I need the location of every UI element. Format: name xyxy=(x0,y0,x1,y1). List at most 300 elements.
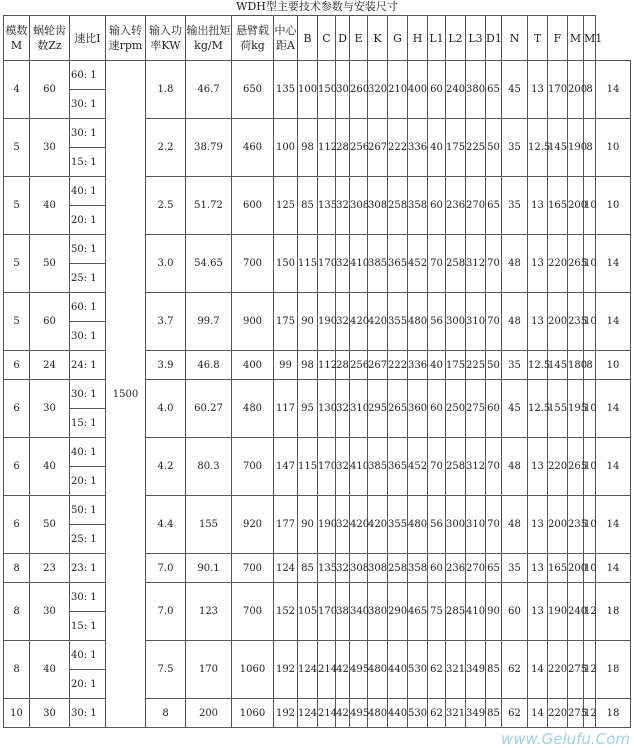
table-cell: 56 xyxy=(428,293,446,351)
table-cell: 24 xyxy=(30,351,70,380)
table-cell: 48 xyxy=(502,293,528,351)
table-cell: 15: 1 xyxy=(70,409,106,438)
table-cell: 452 xyxy=(408,235,428,293)
table-cell: 190 xyxy=(568,119,584,177)
table-cell: 400 xyxy=(232,351,274,380)
table-cell: 8 xyxy=(584,351,596,380)
table-cell: 152 xyxy=(274,583,298,641)
table-cell: 308 xyxy=(368,177,388,235)
table-cell: 349 xyxy=(466,641,486,699)
table-cell: 10 xyxy=(596,351,631,380)
table-cell: 5 xyxy=(4,119,30,177)
table-cell: 920 xyxy=(232,496,274,554)
table-cell: 200 xyxy=(548,293,568,351)
table-cell: 62 xyxy=(428,641,446,699)
table-cell: 5 xyxy=(4,235,30,293)
table-cell: 256 xyxy=(350,119,368,177)
table-cell: 38 xyxy=(336,583,350,641)
table-cell: 30 xyxy=(30,699,70,728)
column-header: B xyxy=(298,16,318,61)
table-cell: 6 xyxy=(4,380,30,438)
table-cell: 355 xyxy=(388,293,408,351)
table-cell: 125 xyxy=(274,177,298,235)
table-cell: 25: 1 xyxy=(70,525,106,554)
table-cell: 32 xyxy=(336,177,350,235)
table-cell: 175 xyxy=(446,119,466,177)
table-cell: 135 xyxy=(318,554,336,583)
column-header: E xyxy=(350,16,368,61)
table-cell: 14 xyxy=(596,554,631,583)
table-cell: 98 xyxy=(298,119,318,177)
table-cell: 300 xyxy=(446,496,466,554)
table-cell: 112 xyxy=(318,351,336,380)
table-cell: 180 xyxy=(568,351,584,380)
table-cell: 420 xyxy=(350,293,368,351)
table-cell: 480 xyxy=(408,496,428,554)
table-cell: 60 xyxy=(428,177,446,235)
table-cell: 30: 1 xyxy=(70,119,106,148)
table-cell: 70 xyxy=(428,235,446,293)
table-cell: 50 xyxy=(486,351,502,380)
table-cell: 410 xyxy=(466,583,486,641)
table-cell: 13 xyxy=(528,583,548,641)
table-cell: 400 xyxy=(408,61,428,119)
table-cell: 340 xyxy=(350,583,368,641)
table-cell: 358 xyxy=(408,177,428,235)
table-cell: 410 xyxy=(350,235,368,293)
table-cell: 70 xyxy=(486,293,502,351)
table-cell: 117 xyxy=(274,380,298,438)
column-header: D xyxy=(336,16,350,61)
table-cell: 40 xyxy=(30,641,70,699)
table-cell: 214 xyxy=(318,641,336,699)
table-cell: 275 xyxy=(466,380,486,438)
table-body xyxy=(4,61,631,728)
table-cell: 46.8 xyxy=(186,351,232,380)
table-cell: 440 xyxy=(388,699,408,728)
table-cell: 10 xyxy=(4,699,30,728)
table-cell: 170 xyxy=(548,61,568,119)
table-cell: 308 xyxy=(350,554,368,583)
column-header: D1 xyxy=(486,16,502,61)
column-header: L1 xyxy=(428,16,446,61)
table-cell: 200 xyxy=(568,177,584,235)
table-cell: 265 xyxy=(568,235,584,293)
table-cell: 30 xyxy=(30,583,70,641)
table-cell: 6 xyxy=(4,351,30,380)
table-cell: 35 xyxy=(502,119,528,177)
column-header: K xyxy=(368,16,388,61)
table-cell: 285 xyxy=(446,583,466,641)
table-cell: 75 xyxy=(428,583,446,641)
table-cell: 380 xyxy=(368,583,388,641)
table-cell: 50 xyxy=(30,235,70,293)
table-cell: 90 xyxy=(486,583,502,641)
table-cell: 24: 1 xyxy=(70,351,106,380)
table-cell: 56 xyxy=(428,496,446,554)
table-cell: 258 xyxy=(388,554,408,583)
table-cell: 32 xyxy=(336,235,350,293)
table-cell: 200 xyxy=(548,496,568,554)
table-cell: 40 xyxy=(428,119,446,177)
table-cell: 6 xyxy=(4,438,30,496)
table-cell: 70 xyxy=(486,235,502,293)
table-cell: 275 xyxy=(568,699,584,728)
table-cell: 40: 1 xyxy=(70,438,106,467)
table-cell: 4.4 xyxy=(146,496,186,554)
table-cell: 290 xyxy=(388,583,408,641)
table-cell: 13 xyxy=(528,293,548,351)
table-cell: 12.5 xyxy=(528,380,548,438)
table-cell: 250 xyxy=(446,380,466,438)
table-cell: 99.7 xyxy=(186,293,232,351)
table-cell: 13 xyxy=(528,235,548,293)
table-cell: 85 xyxy=(298,177,318,235)
table-cell: 14 xyxy=(596,380,631,438)
table-cell: 360 xyxy=(408,380,428,438)
table-cell: 336 xyxy=(408,351,428,380)
table-cell: 13 xyxy=(528,438,548,496)
table-cell: 124 xyxy=(274,554,298,583)
table-cell: 1060 xyxy=(232,699,274,728)
table-cell: 40: 1 xyxy=(70,177,106,206)
table-cell: 165 xyxy=(548,177,568,235)
table-cell: 13 xyxy=(528,496,548,554)
table-cell: 265 xyxy=(568,438,584,496)
table-cell: 15: 1 xyxy=(70,148,106,177)
table-cell: 4.2 xyxy=(146,438,186,496)
table-cell: 3.9 xyxy=(146,351,186,380)
table-cell: 321 xyxy=(446,699,466,728)
table-cell: 1.8 xyxy=(146,61,186,119)
table-cell: 10 xyxy=(584,293,596,351)
table-cell: 270 xyxy=(466,554,486,583)
table-cell: 165 xyxy=(548,554,568,583)
table-cell: 8 xyxy=(4,554,30,583)
table-cell: 1500 xyxy=(106,61,146,728)
table-cell: 3.7 xyxy=(146,293,186,351)
table-cell: 700 xyxy=(232,235,274,293)
table-cell: 65 xyxy=(486,177,502,235)
table-cell: 2.2 xyxy=(146,119,186,177)
column-header: 模数M xyxy=(4,16,30,61)
table-cell: 32 xyxy=(336,554,350,583)
table-cell: 42 xyxy=(336,641,350,699)
table-cell: 410 xyxy=(350,438,368,496)
column-header: 输出扭矩kg/M xyxy=(186,16,232,61)
table-row xyxy=(4,235,631,264)
table-cell: 10 xyxy=(584,554,596,583)
table-cell: 258 xyxy=(446,235,466,293)
table-cell: 155 xyxy=(548,380,568,438)
table-cell: 240 xyxy=(446,61,466,119)
table-cell: 30 xyxy=(30,119,70,177)
table-cell: 8 xyxy=(584,119,596,177)
table-cell: 124 xyxy=(298,699,318,728)
table-cell: 358 xyxy=(408,554,428,583)
table-cell: 177 xyxy=(274,496,298,554)
column-header: L3 xyxy=(466,16,486,61)
table-cell: 28 xyxy=(336,351,350,380)
table-cell: 30: 1 xyxy=(70,90,106,119)
table-cell: 99 xyxy=(274,351,298,380)
table-cell: 225 xyxy=(466,119,486,177)
table-cell: 145 xyxy=(548,119,568,177)
column-header: L2 xyxy=(446,16,466,61)
table-cell: 60 xyxy=(428,554,446,583)
table-cell: 51.72 xyxy=(186,177,232,235)
table-cell: 385 xyxy=(368,235,388,293)
table-cell: 480 xyxy=(408,293,428,351)
table-cell: 40 xyxy=(428,351,446,380)
spec-table xyxy=(3,15,631,728)
table-cell: 14 xyxy=(528,641,548,699)
table-cell: 50 xyxy=(486,119,502,177)
table-cell: 195 xyxy=(568,380,584,438)
table-cell: 13 xyxy=(528,61,548,119)
table-cell: 480 xyxy=(232,380,274,438)
table-cell: 365 xyxy=(388,235,408,293)
column-header: H xyxy=(408,16,428,61)
table-cell: 12 xyxy=(584,583,596,641)
table-cell: 62 xyxy=(428,699,446,728)
table-cell: 10 xyxy=(596,177,631,235)
table-cell: 380 xyxy=(466,61,486,119)
table-cell: 256 xyxy=(350,351,368,380)
table-cell: 190 xyxy=(318,496,336,554)
table-cell: 30 xyxy=(30,380,70,438)
table-row xyxy=(4,351,631,380)
table-row xyxy=(4,438,631,467)
table-cell: 495 xyxy=(350,699,368,728)
table-cell: 100 xyxy=(274,119,298,177)
header-row xyxy=(4,16,631,61)
table-cell: 50: 1 xyxy=(70,496,106,525)
table-cell: 300 xyxy=(446,293,466,351)
table-cell: 7.5 xyxy=(146,641,186,699)
table-cell: 62 xyxy=(502,641,528,699)
table-cell: 112 xyxy=(318,119,336,177)
table-cell: 385 xyxy=(368,438,388,496)
table-cell: 460 xyxy=(232,119,274,177)
table-cell: 175 xyxy=(446,351,466,380)
table-cell: 267 xyxy=(368,351,388,380)
table-cell: 70 xyxy=(428,438,446,496)
table-cell: 90 xyxy=(298,293,318,351)
table-cell: 23 xyxy=(30,554,70,583)
table-cell: 85 xyxy=(486,699,502,728)
table-cell: 10 xyxy=(584,177,596,235)
table-cell: 8 xyxy=(4,641,30,699)
table-cell: 60 xyxy=(502,583,528,641)
table-cell: 12.5 xyxy=(528,119,548,177)
table-cell: 14 xyxy=(596,293,631,351)
table-cell: 2.5 xyxy=(146,177,186,235)
table-cell: 70 xyxy=(486,496,502,554)
column-header: M xyxy=(568,16,584,61)
table-cell: 25: 1 xyxy=(70,264,106,293)
table-cell: 30: 1 xyxy=(70,699,106,728)
table-cell: 200 xyxy=(568,554,584,583)
table-cell: 100 xyxy=(298,61,318,119)
table-cell: 80.3 xyxy=(186,438,232,496)
table-cell: 38.79 xyxy=(186,119,232,177)
table-cell: 10 xyxy=(584,496,596,554)
table-cell: 210 xyxy=(388,61,408,119)
table-cell: 258 xyxy=(388,177,408,235)
table-cell: 115 xyxy=(298,438,318,496)
table-cell: 90 xyxy=(298,496,318,554)
column-header: T xyxy=(528,16,548,61)
table-cell: 258 xyxy=(446,438,466,496)
table-cell: 95 xyxy=(298,380,318,438)
table-cell: 452 xyxy=(408,438,428,496)
column-header: 蜗轮齿数Zz xyxy=(30,16,70,61)
table-cell: 60 xyxy=(428,380,446,438)
table-cell: 13 xyxy=(528,554,548,583)
table-cell: 40: 1 xyxy=(70,641,106,670)
table-cell: 170 xyxy=(318,235,336,293)
table-cell: 214 xyxy=(318,699,336,728)
watermark: www.Gelufu.Com xyxy=(501,730,630,748)
table-row xyxy=(4,380,631,409)
table-cell: 32 xyxy=(336,380,350,438)
table-cell: 5 xyxy=(4,293,30,351)
table-row xyxy=(4,119,631,148)
table-cell: 65 xyxy=(486,61,502,119)
table-cell: 124 xyxy=(298,641,318,699)
table-cell: 200 xyxy=(568,61,584,119)
table-cell: 28 xyxy=(336,119,350,177)
table-cell: 4.0 xyxy=(146,380,186,438)
table-cell: 8 xyxy=(146,699,186,728)
table-cell: 50: 1 xyxy=(70,235,106,264)
table-cell: 700 xyxy=(232,438,274,496)
table-cell: 310 xyxy=(466,496,486,554)
table-cell: 240 xyxy=(568,583,584,641)
table-cell: 192 xyxy=(274,699,298,728)
table-cell: 480 xyxy=(368,699,388,728)
table-cell: 18 xyxy=(596,641,631,699)
table-cell: 35 xyxy=(502,177,528,235)
table-cell: 700 xyxy=(232,554,274,583)
table-cell: 235 xyxy=(568,496,584,554)
table-cell: 145 xyxy=(548,351,568,380)
table-cell: 30 xyxy=(336,61,350,119)
table-cell: 170 xyxy=(318,438,336,496)
table-cell: 420 xyxy=(368,293,388,351)
column-header: F xyxy=(548,16,568,61)
table-cell: 15: 1 xyxy=(70,612,106,641)
table-cell: 18 xyxy=(596,699,631,728)
column-header: 中心距A xyxy=(274,16,298,61)
table-cell: 308 xyxy=(368,554,388,583)
table-cell: 12 xyxy=(584,641,596,699)
table-cell: 365 xyxy=(388,438,408,496)
column-header: N xyxy=(502,16,528,61)
table-cell: 14 xyxy=(596,496,631,554)
table-cell: 60: 1 xyxy=(70,293,106,322)
table-row xyxy=(4,583,631,612)
table-cell: 600 xyxy=(232,177,274,235)
table-cell: 900 xyxy=(232,293,274,351)
column-header: 速比I xyxy=(70,16,106,61)
table-cell: 321 xyxy=(446,641,466,699)
table-cell: 308 xyxy=(350,177,368,235)
table-cell: 220 xyxy=(548,641,568,699)
table-cell: 42 xyxy=(336,699,350,728)
table-cell: 65 xyxy=(486,554,502,583)
table-cell: 20: 1 xyxy=(70,206,106,235)
table-cell: 1060 xyxy=(232,641,274,699)
table-cell: 54.65 xyxy=(186,235,232,293)
table-cell: 62 xyxy=(502,699,528,728)
table-cell: 85 xyxy=(298,554,318,583)
table-row xyxy=(4,699,631,728)
table-row xyxy=(4,177,631,206)
table-cell: 45 xyxy=(502,380,528,438)
table-cell: 265 xyxy=(388,380,408,438)
table-cell: 530 xyxy=(408,641,428,699)
table-cell: 8 xyxy=(4,583,30,641)
table-cell: 200 xyxy=(186,699,232,728)
table-cell: 60 xyxy=(30,61,70,119)
table-cell: 440 xyxy=(388,641,408,699)
table-cell: 23: 1 xyxy=(70,554,106,583)
table-cell: 85 xyxy=(486,641,502,699)
table-cell: 14 xyxy=(596,235,631,293)
table-cell: 495 xyxy=(350,641,368,699)
table-cell: 10 xyxy=(596,119,631,177)
table-cell: 32 xyxy=(336,293,350,351)
table-cell: 267 xyxy=(368,119,388,177)
table-row xyxy=(4,554,631,583)
table-cell: 135 xyxy=(274,61,298,119)
table-row xyxy=(4,293,631,322)
table-cell: 13 xyxy=(528,177,548,235)
table-cell: 35 xyxy=(502,351,528,380)
table-cell: 220 xyxy=(548,235,568,293)
table-cell: 70 xyxy=(486,438,502,496)
column-header: C xyxy=(318,16,336,61)
table-cell: 60: 1 xyxy=(70,61,106,90)
table-cell: 190 xyxy=(318,293,336,351)
table-cell: 30: 1 xyxy=(70,380,106,409)
table-cell: 220 xyxy=(548,438,568,496)
table-cell: 3.0 xyxy=(146,235,186,293)
table-cell: 175 xyxy=(274,293,298,351)
table-cell: 222 xyxy=(388,351,408,380)
table-cell: 5 xyxy=(4,177,30,235)
table-cell: 60 xyxy=(486,380,502,438)
column-header: 悬臂载荷kg xyxy=(232,16,274,61)
table-cell: 48 xyxy=(502,496,528,554)
table-cell: 220 xyxy=(548,699,568,728)
table-cell: 320 xyxy=(368,61,388,119)
table-cell: 310 xyxy=(466,293,486,351)
table-cell: 35 xyxy=(502,554,528,583)
table-cell: 235 xyxy=(568,293,584,351)
table-title: WDH型主要技术参数与安装尺寸 xyxy=(236,0,398,13)
table-cell: 14 xyxy=(528,699,548,728)
table-cell: 12.5 xyxy=(528,351,548,380)
table-cell: 90.1 xyxy=(186,554,232,583)
table-cell: 420 xyxy=(350,496,368,554)
table-cell: 312 xyxy=(466,235,486,293)
table-cell: 700 xyxy=(232,583,274,641)
table-cell: 530 xyxy=(408,699,428,728)
table-cell: 192 xyxy=(274,641,298,699)
